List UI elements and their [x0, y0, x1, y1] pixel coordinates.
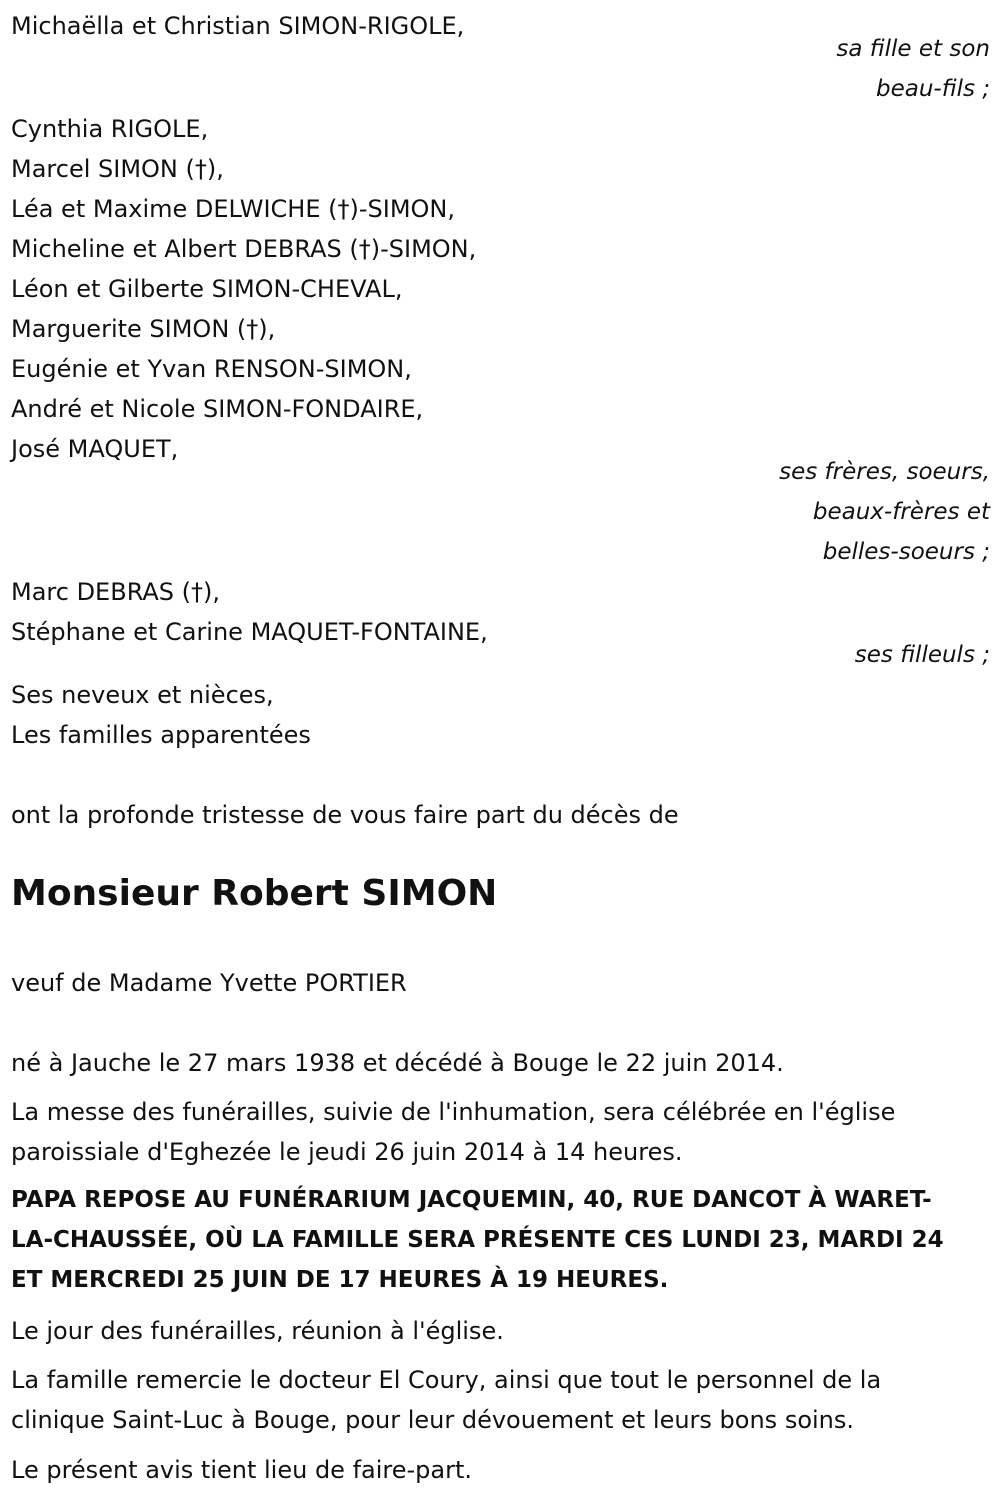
relation-daughter-line2: beau-fils ; [875, 76, 990, 102]
relation-daughter-line1: sa fille et son [836, 36, 990, 62]
relation-siblings-line3: belles-soeurs ; [822, 539, 990, 565]
sibling-line: André et Nicole SIMON-FONDAIRE, [11, 395, 424, 423]
sibling-line: José MAQUET, [11, 435, 179, 463]
other-relatives-line: Les familles apparentées [11, 721, 311, 749]
announcement-text: ont la profonde tristesse de vous faire part du décès de [11, 801, 679, 829]
sibling-line: Eugénie et Yvan RENSON-SIMON, [11, 355, 412, 383]
birth-death-text: né à Jauche le 27 mars 1938 et décédé à Bouge le 22 juin 2014. [11, 1049, 784, 1077]
deceased-name: Monsieur Robert SIMON [11, 873, 498, 914]
sibling-line: Léon et Gilberte SIMON-CHEVAL, [11, 275, 403, 303]
godchild-line: Stéphane et Carine MAQUET-FONTAINE, [11, 618, 488, 646]
funerarium-line: LA-CHAUSSÉE, OÙ LA FAMILLE SERA PRÉSENTE CES LUNDI 23, MARDI 24 [11, 1227, 944, 1253]
sibling-line: Marguerite SIMON (†), [11, 315, 276, 343]
sibling-line: Micheline et Albert DEBRAS (†)-SIMON, [11, 235, 477, 263]
thanks-line: La famille remercie le docteur El Coury, ainsi que tout le personnel de la [11, 1366, 882, 1394]
family-line-daughter: Michaëlla et Christian SIMON-RIGOLE, [11, 12, 465, 40]
funerarium-line: ET MERCREDI 25 JUIN DE 17 HEURES À 19 HEURES. [11, 1267, 669, 1293]
meeting-text: Le jour des funérailles, réunion à l'église. [11, 1317, 504, 1345]
sibling-line: Cynthia RIGOLE, [11, 115, 209, 143]
godchild-line: Marc DEBRAS (†), [11, 578, 221, 606]
notice-text: Le présent avis tient lieu de faire-part. [11, 1456, 473, 1484]
other-relatives-line: Ses neveux et nièces, [11, 681, 274, 709]
mass-line: paroissiale d'Eghezée le jeudi 26 juin 2014 à 14 heures. [11, 1138, 683, 1166]
relation-siblings-line1: ses frères, soeurs, [779, 459, 990, 485]
sibling-line: Marcel SIMON (†), [11, 155, 224, 183]
mass-line: La messe des funérailles, suivie de l'inhumation, sera célébrée en l'église [11, 1098, 896, 1126]
sibling-line: Léa et Maxime DELWICHE (†)-SIMON, [11, 195, 456, 223]
funerarium-line: PAPA REPOSE AU FUNÉRARIUM JACQUEMIN, 40, RUE DANCOT À WARET- [11, 1187, 932, 1213]
thanks-line: clinique Saint-Luc à Bouge, pour leur dévouement et leurs bons soins. [11, 1406, 855, 1434]
relation-godchildren: ses filleuls ; [854, 642, 990, 668]
relation-siblings-line2: beaux-frères et [812, 499, 990, 525]
widower-text: veuf de Madame Yvette PORTIER [11, 969, 407, 997]
